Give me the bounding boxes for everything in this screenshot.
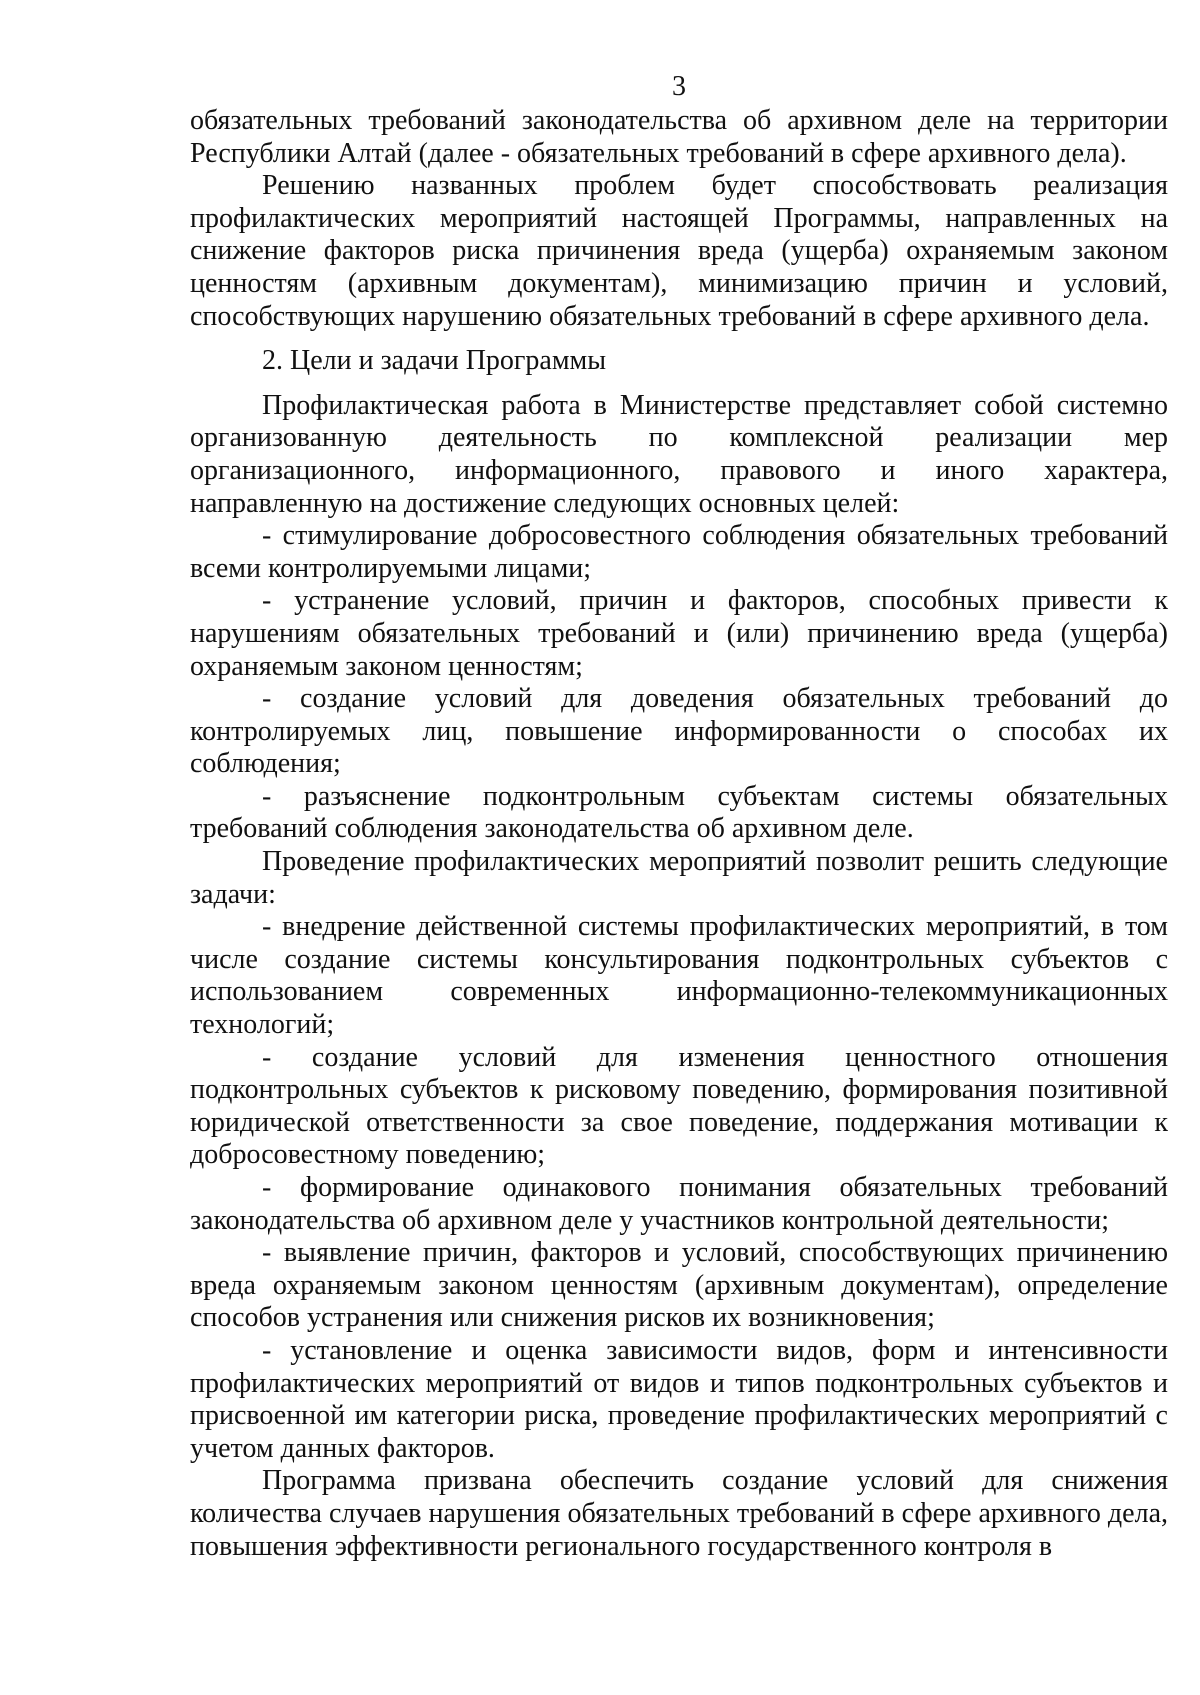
list-item-task: - установление и оценка зависимости видов, форм и интенсивности профилактических мероприятий от видов и типов подконтрольных субъектов и присвоенной им категории риска, проведение профилактических мероприятий с учетом данных факторов. xyxy=(190,1334,1168,1464)
list-item-goal: - разъяснение подконтрольным субъектам системы обязательных требований соблюдения законодательства об архивном деле. xyxy=(190,780,1168,845)
paragraph-problems-solution: Решению названных проблем будет способствовать реализация профилактических мероприятий настоящей Программы, направленных на снижение факторов риска причинения вреда (ущерба) охраняемым законом ценностям (архивным документам), минимизацию причин и условий, способствующих нарушению обязательных требований в сфере архивного дела. xyxy=(190,170,1168,332)
section-heading-goals: 2. Цели и задачи Программы xyxy=(262,345,607,377)
paragraph-continuation: обязательных требований законодательства об архивном деле на территории Республики Алтай (далее - обязательных требований в сфере архивного дела). xyxy=(190,105,1168,169)
list-item-task: - внедрение действенной системы профилактических мероприятий, в том числе создание системы консультирования подконтрольных субъектов с использованием современных информационно-телекоммуникационных технологий; xyxy=(190,911,1168,1041)
page-number: 3 xyxy=(672,71,686,102)
list-item-task: - создание условий для изменения ценностного отношения подконтрольных субъектов к рисковому поведению, формирования позитивной юридической ответственности за свое поведение, поддержания мотивации к добросовестному поведению; xyxy=(190,1041,1168,1171)
list-item-goal: - устранение условий, причин и факторов, способных привести к нарушениям обязательных требований и (или) причинению вреда (ущерба) охраняемым законом ценностям; xyxy=(190,585,1168,682)
document-body xyxy=(190,105,1168,1563)
list-item-task: - формирование одинакового понимания обязательных требований законодательства об архивном деле у участников контрольной деятельности; xyxy=(190,1172,1168,1236)
paragraph-program-purpose: Программа призвана обеспечить создание условий для снижения количества случаев нарушения обязательных требований в сфере архивного дела, повышения эффективности регионального государственного контроля в xyxy=(190,1465,1168,1562)
paragraph-tasks-intro: Проведение профилактических мероприятий позволит решить следующие задачи: xyxy=(190,846,1168,910)
list-item-goal: - создание условий для доведения обязательных требований до контролируемых лиц, повышение информированности о способах их соблюдения; xyxy=(190,683,1168,780)
list-item-goal: - стимулирование добросовестного соблюдения обязательных требований всеми контролируемыми лицами; xyxy=(190,520,1168,584)
paragraph-prevention-work: Профилактическая работа в Министерстве представляет собой системно организованную деятельность по комплексной реализации мер организационного, информационного, правового и иного характера, направленную на достижение следующих основных целей: xyxy=(190,389,1168,519)
list-item-task: - выявление причин, факторов и условий, способствующих причинению вреда охраняемым законом ценностям (архивным документам), определение способов устранения или снижения рисков их возникновения; xyxy=(190,1237,1168,1334)
